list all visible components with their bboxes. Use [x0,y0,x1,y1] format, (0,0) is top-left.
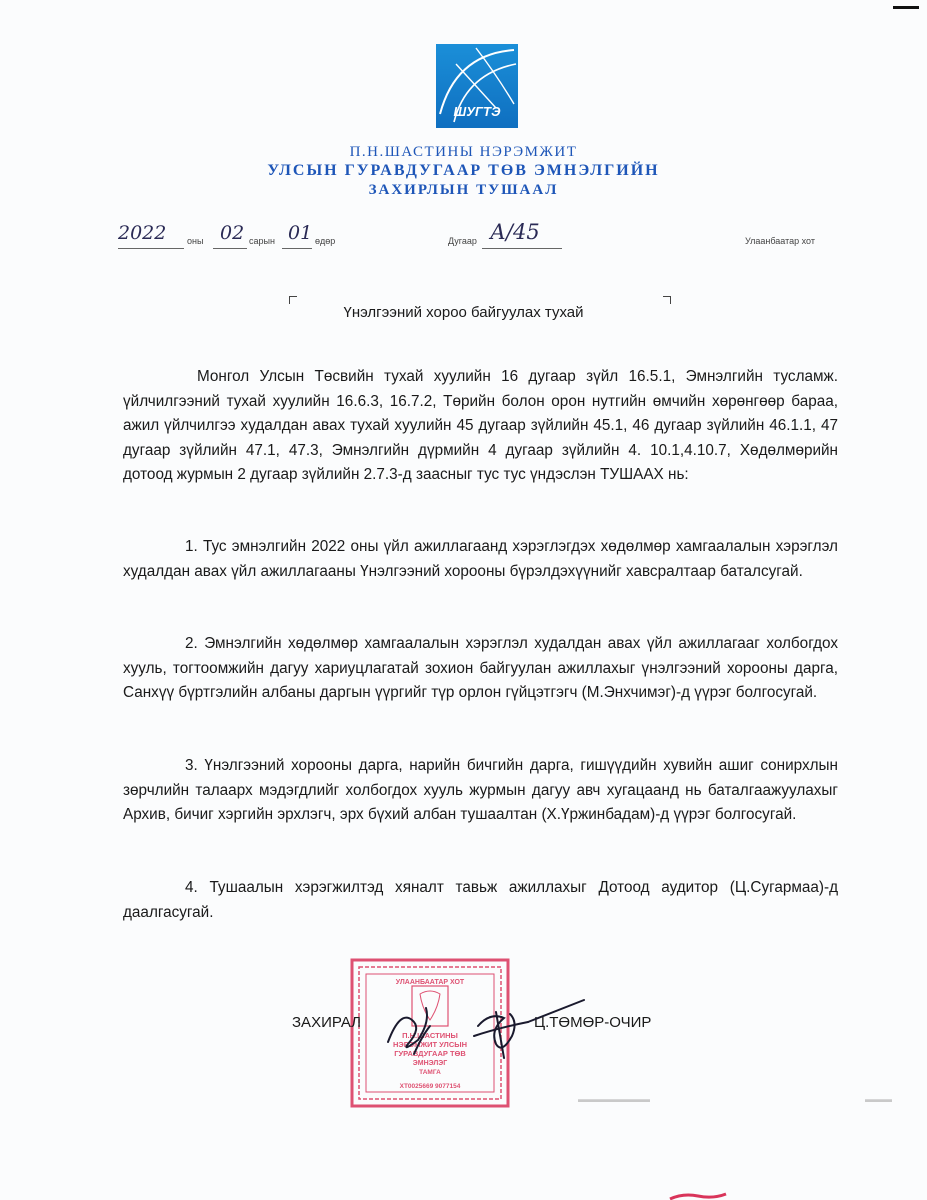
scan-corner-mark [893,6,919,9]
order-item-3: 3. Үнэлгээний хорооны дарга, нарийн бичгийн дарга, гишүүдийн хувийн ашиг сонирхлын зөрчлийн талаарх мэдэгдлийг холбогдох хууль журмын дагуу авч хугацаанд нь баталгаажуулахыг Архив, бичиг хэргийн эрхлэгч, эрх бүхий албан тушаалтан (Х.Үржинбадам)-д үүрэг болгосугай. [123,757,838,823]
signatory-name: Ц.ТӨМӨР-ОЧИР [534,1014,652,1031]
handwritten-signature [378,992,588,1062]
stamp-line-3: ГУРАВДУГААР ТӨВ [394,1049,466,1058]
title-bracket-right [663,296,671,304]
order-number: А/45 [490,220,540,244]
header-line-1: П.Н.ШАСТИНЫ НЭРЭМЖИТ [349,144,578,160]
header-line-2: УЛСЫН ГУРАВДУГААР ТӨВ ЭМНЭЛГИЙН [267,162,660,179]
logo-text: ШУГТЭ [453,104,501,119]
date-year: 2022 [118,222,167,244]
signatory-position: ЗАХИРАЛ [292,1014,362,1031]
order-item-2: 2. Эмнэлгийн хөдөлмөр хамгаалалын хэрэглэл худалдан авах үйл ажиллагааг холбогдох хууль, тогтоомжийн дагуу хариуцлагатай зохион байгуулан ажиллахыг үнэлгээний хорооны дарга, Санхүү бүртгэлийн албаны даргын үүргийг түр орлон гүйцэтгэгч (М.Энхчимэг)-д үүрэг болгосугай. [123,635,838,701]
city-label: Улаанбаатар хот [745,236,815,246]
order-item-1: 1. Тус эмнэлгийн 2022 оны үйл ажиллагаанд хэрэглэгдэх хөдөлмөр хамгаалалын хэрэглэл худалдан авах үйл ажиллагааны Үнэлгээний хорооны бүрэлдэхүүнийг хавсралтаар баталсугай. [123,538,838,580]
stamp-top: УЛААНБААТАР ХОТ [395,979,465,986]
preamble-paragraph: Монгол Улсын Төсвийн тухай хуулийн 16 дугаар зүйл 16.5.1, Эмнэлгийн тусламж. үйлчилгээний тухай хуулийн 16.6.3, 16.7.2, Төрийн болон орон нутгийн өмчийн хөрөнгөөр бараа, ажил үйлчилгээ худалдан авах тухай хуулийн 45 дугаар зүйлийн 45.1, 46 дугаар зүйлийн 46.1.1, 47 дугаар зүйлийн 47.1, 47.3, Эмнэлгийн дүрмийн 4 дугаар зүйлийн 4. 10.1,4.10.7, Хөдөлмөрийн дотоод журмын 2 дугаар зүйлийн 2.7.3-д заасныг тус тус үндэслэн ТУШААХ нь: [123,368,838,483]
title-bracket-left [289,296,297,304]
stamp-line-4: ЭМНЭЛЭГ [412,1060,448,1067]
number-label: Дугаар [448,236,477,246]
faint-bleed-text-2: ▬▬▬ [865,1094,892,1104]
date-month: 02 [220,222,245,244]
stamp-line-1: П.Н.ШАСТИНЫ [402,1031,458,1040]
month-label: сарын [249,236,275,246]
order-item-4: 4. Тушаалын хэрэгжилтэд хяналт тавьж ажиллахыг Дотоод аудитор (Ц.Сугармаа)-д даалгасугай. [123,879,838,921]
date-line [0,220,927,258]
faint-bleed-text-1: ▬▬▬▬▬▬▬▬ [578,1094,650,1104]
stamp-bottom: ХТ0025669 9077154 [399,1083,461,1090]
page-edge-red-mark [668,1192,728,1200]
document-title: Үнэлгээний хороо байгуулах тухай [343,304,584,321]
year-label: оны [187,236,204,246]
date-day: 01 [288,222,313,244]
header-line-3: ЗАХИРЛЫН ТУШААЛ [368,182,559,198]
stamp-line-5: ТАМГА [419,1069,441,1076]
hospital-logo [436,44,518,128]
stamp-line-2: НЭРЭМЖИТ УЛСЫН [393,1040,467,1049]
day-label: өдөр [315,236,336,246]
